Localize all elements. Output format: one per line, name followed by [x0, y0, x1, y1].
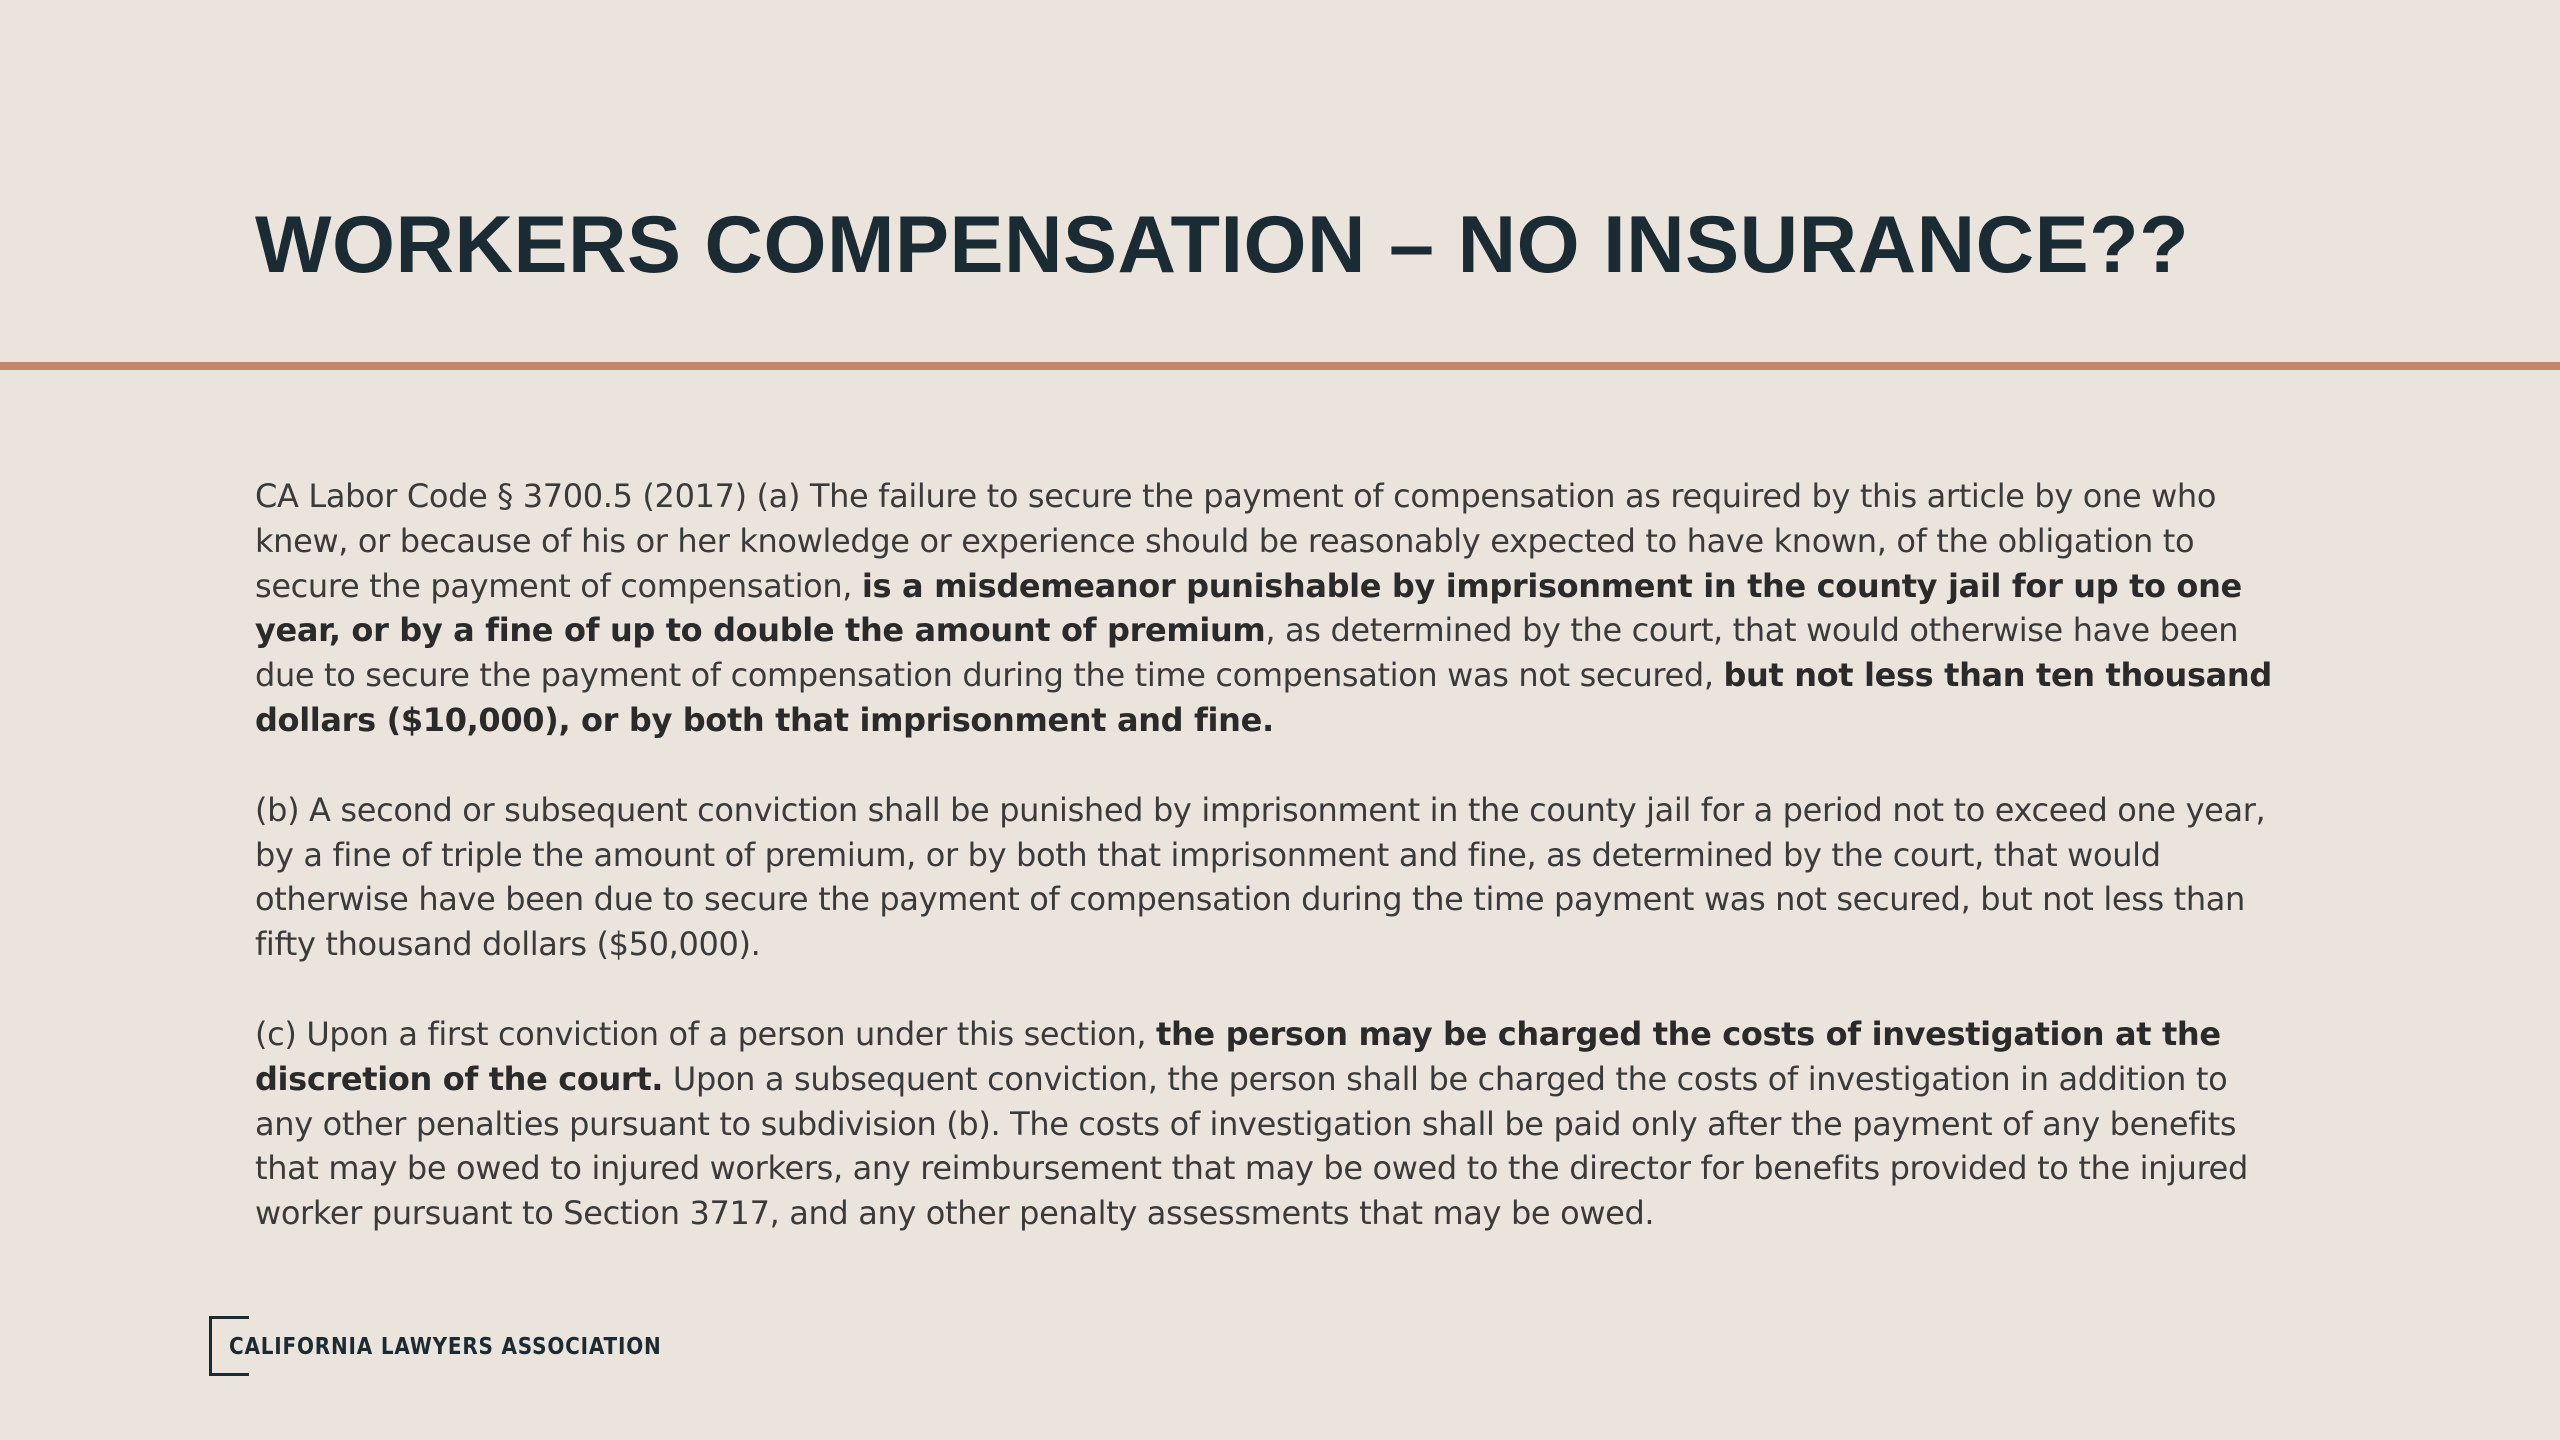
paragraph-a-text-2: , as determined by the court, that would otherwise have been due to secure the payment of compensation during the time compensation was not secured,	[255, 611, 2239, 695]
paragraph-b-text: (b) A second or subsequent conviction shall be punished by imprisonment in the county jail for a period not to exceed one year, by a fine of triple the amount of premium, or by both that imprisonment and fine, as determined by the court, that would otherwise have been due to secure the payment of compensation during the time payment was not secured, but not less than fifty thousand dollars ($50,000).	[255, 790, 2266, 964]
paragraph-a	[255, 474, 2285, 743]
paragraph-a-text-1: CA Labor Code § 3700.5 (2017) (a) The failure to secure the payment of compensation as required by this article by one who knew, or because of his or her knowledge or experience should be reasonably expected to have known, of the obligation to secure the payment of compensation,	[255, 477, 2217, 605]
title-divider	[0, 362, 2560, 370]
paragraph-a-bold-2: but not less than ten thousand dollars ($10,000), or by both that imprisonment and fine.	[255, 656, 2272, 739]
paragraph-c-text-1: (c) Upon a first conviction of a person under this section,	[255, 1014, 1157, 1053]
footer-logo	[209, 1316, 662, 1376]
paragraph-c-bold: the person may be charged the costs of investigation at the discretion of the court.	[255, 1014, 2221, 1098]
paragraph-c	[255, 1012, 2285, 1236]
slide-title: WORKERS COMPENSATION – NO INSURANCE??	[255, 200, 2190, 290]
paragraph-a-bold-1: is a misdemeanor punishable by imprisonment in the county jail for up to one year, or by a fine of up to double the amount of premium	[255, 566, 2242, 650]
logo-text: CALIFORNIA LAWYERS ASSOCIATION	[229, 1332, 662, 1360]
paragraph-b	[255, 788, 2285, 967]
paragraph-c-text-2: Upon a subsequent conviction, the person shall be charged the costs of investigation in addition to any other penalties pursuant to subdivision (b). The costs of investigation shall be paid only after the payment of any benefits that may be owed to injured workers, any reimbursement that may be owed to the director for benefits provided to the injured worker pursuant to Section 3717, and any other penalty assessments that may be owed.	[255, 1059, 2248, 1233]
slide-body	[255, 474, 2285, 1281]
